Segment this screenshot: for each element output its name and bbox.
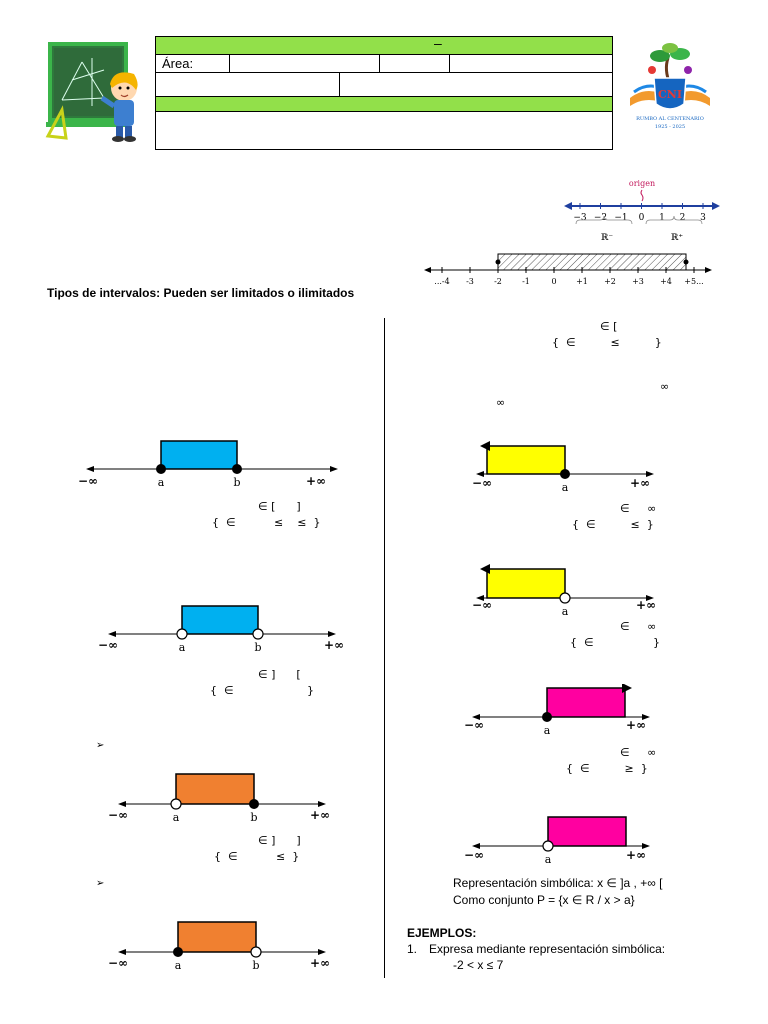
pos-infinity-label: +∞ (324, 638, 345, 652)
tick-label: −2 (593, 213, 608, 223)
label-b: b (250, 811, 258, 824)
label-a: a (172, 811, 180, 824)
interval-right-open-diagram (112, 918, 342, 974)
lt-notation: ∈ ∞ (620, 620, 657, 633)
neg-infinity-label: −∞ (472, 476, 493, 490)
open-notation: ∈ ] [ (258, 668, 301, 681)
neg-infinity-label: −∞ (98, 638, 119, 652)
closed-set: { ∈ ≤ ≤ } (212, 516, 321, 529)
tick-label: +3 (632, 277, 644, 286)
column-divider (384, 318, 385, 978)
tick-label: -2 (494, 277, 502, 286)
label-a: a (561, 605, 569, 618)
real-line-origin-diagram (562, 176, 722, 242)
label-a: a (543, 724, 551, 737)
header-content-row[interactable] (156, 112, 612, 149)
area-label: Área: (162, 56, 194, 71)
logo-motto: RUMBO AL CENTENARIO (636, 116, 704, 122)
hatched-interval-diagram (424, 250, 714, 290)
header-cell[interactable] (339, 73, 340, 96)
label-b: b (254, 641, 262, 654)
pos-infinity-label: +∞ (310, 808, 331, 822)
section-title: Tipos de intervalos: Pueden ser limitados o ilimitados (47, 286, 355, 300)
school-logo (624, 40, 716, 132)
bullet-arrow: ➢ (96, 878, 105, 889)
tick-label: -1 (522, 277, 530, 286)
label-a: a (544, 853, 552, 866)
tick-label: +2 (604, 277, 616, 286)
pos-infinity-label: +∞ (306, 474, 327, 488)
pos-infinity-label: +∞ (626, 718, 647, 732)
negative-reals-label: ℝ⁻ (600, 233, 614, 242)
header-cell[interactable] (449, 55, 450, 72)
header-dash: – (434, 35, 442, 51)
ge-set: { ∈ ≥ } (566, 762, 648, 775)
neg-infinity-label: −∞ (464, 718, 485, 732)
le-notation: ∈ ∞ (620, 502, 657, 515)
interval-left-open-diagram (112, 770, 342, 826)
logo-emblem: CNI (658, 88, 682, 101)
positive-reals-label: ℝ⁺ (670, 233, 684, 242)
tick-label: -3 (466, 277, 474, 286)
examples-title: EJEMPLOS: (407, 926, 477, 940)
tick-label: −3 (573, 213, 587, 223)
tick-label: 2 (679, 213, 686, 223)
tick-label: +1 (576, 277, 588, 286)
header-title-row (156, 37, 612, 55)
top-set: { ∈ ≤ } (552, 336, 662, 349)
closed-notation: ∈ [ ] (258, 500, 301, 513)
example-1-expression: -2 < x ≤ 7 (453, 958, 504, 972)
top-notation: ∈ [ (600, 320, 618, 333)
origin-label: origen (628, 179, 656, 188)
pos-infinity-label: +∞ (636, 598, 657, 612)
tick-label: 1 (659, 213, 665, 223)
header-green-row (156, 97, 612, 112)
tick-label: 3 (700, 213, 706, 223)
symbolic-representation: Representación simbólica: x ∈ ]a , +∞ [ (453, 876, 663, 890)
left-open-notation: ∈ ] ] (258, 834, 301, 847)
tick-label: ...-4 (434, 277, 450, 286)
neg-infinity-label: −∞ (464, 848, 485, 862)
le-set: { ∈ ≤ } (572, 518, 654, 531)
tick-label: 0 (638, 213, 645, 223)
label-b: b (233, 476, 241, 489)
neg-infinity-label: −∞ (108, 956, 129, 970)
lt-set: { ∈ } (570, 636, 661, 649)
tick-label: 0 (551, 277, 557, 286)
example-1-text: Expresa mediante representación simbólica: (429, 942, 666, 956)
interval-open-diagram (102, 600, 352, 656)
label-a: a (157, 476, 165, 489)
infinity-symbol: ∞ (496, 396, 506, 409)
label-a: a (561, 481, 569, 494)
label-a: a (174, 959, 182, 972)
example-1-number: 1. (407, 942, 418, 956)
header-table (155, 36, 613, 150)
pos-infinity-label: +∞ (626, 848, 647, 862)
bullet-arrow: ➢ (96, 740, 105, 751)
label-b: b (252, 959, 260, 972)
open-set: { ∈ } (210, 684, 315, 697)
tick-label: +4 (660, 277, 672, 286)
set-representation: Como conjunto P = {x ∈ R / x > a} (453, 893, 635, 907)
ge-notation: ∈ ∞ (620, 746, 657, 759)
left-open-set: { ∈ ≤ } (214, 850, 300, 863)
tick-label: +5... (684, 277, 704, 286)
header-name-row (156, 73, 612, 97)
infinity-symbol: ∞ (660, 380, 670, 393)
teacher-illustration (42, 40, 147, 145)
header-area-row (156, 55, 612, 73)
pos-infinity-label: +∞ (630, 476, 651, 490)
neg-infinity-label: −∞ (472, 598, 493, 612)
area-value-cell[interactable] (229, 55, 230, 72)
logo-years: 1925 - 2025 (654, 124, 686, 130)
header-cell[interactable] (379, 55, 380, 72)
tick-label: −1 (614, 213, 628, 223)
label-a: a (178, 641, 186, 654)
pos-infinity-label: +∞ (310, 956, 331, 970)
neg-infinity-label: −∞ (108, 808, 129, 822)
neg-infinity-label: −∞ (78, 474, 99, 488)
